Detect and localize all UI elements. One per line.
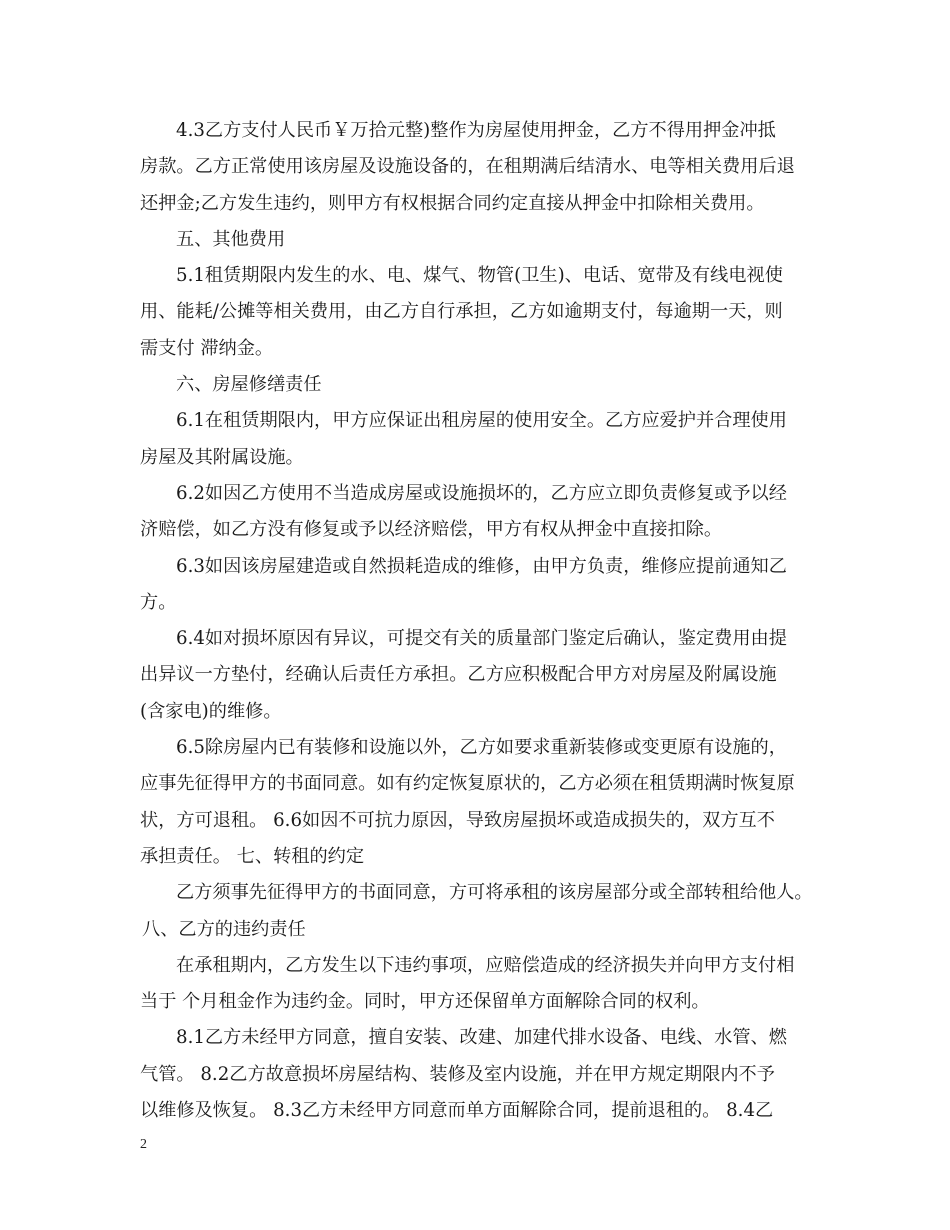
text-line: 6.2如因乙方使用不当造成房屋或设施损坏的，乙方应立即负责修复或予以经 [176, 482, 787, 504]
text-line: 6.4如对损坏原因有异议，可提交有关的质量部门鉴定后确认，鉴定费用由提 [176, 628, 787, 650]
text-line: 需支付 滞纳金。 [140, 337, 274, 359]
text-line: 房款。乙方正常使用该房屋及设施设备的，在租期满后结清水、电等相关费用后退 [140, 156, 795, 178]
page-number: 2 [140, 1137, 147, 1152]
text-line: 承担责任。 七、转租的约定 [140, 845, 365, 867]
text-line: 房屋及其附属设施。 [140, 446, 304, 468]
text-line: 6.3如因该房屋建造或自然损耗造成的维修，由甲方负责，维修应提前通知乙 [176, 555, 787, 577]
text-line: 方。 [140, 591, 177, 613]
document-body [140, 113, 830, 1129]
text-line: 气管。 8.2乙方故意损坏房屋结构、装修及室内设施，并在甲方规定期限内不予 [140, 1063, 775, 1085]
text-line: (含家电)的维修。 [140, 700, 282, 722]
section-heading: 五、其他费用 [176, 228, 286, 250]
section-heading: 八、乙方的违约责任 [142, 918, 306, 940]
text-line: 6.5除房屋内已有装修和设施以外，乙方如要求重新装修或变更原有设施的， [176, 737, 787, 759]
text-line: 4.3乙方支付人民币￥万拾元整)整作为房屋使用押金，乙方不得用押金冲抵 [176, 120, 776, 141]
text-line: 应事先征得甲方的书面同意。如有约定恢复原状的，乙方必须在租赁期满时恢复原 [140, 773, 795, 795]
text-line: 用、能耗/公摊等相关费用，由乙方自行承担，乙方如逾期支付，每逾期一天，则 [140, 301, 783, 323]
text-line: 出异议一方垫付，经确认后责任方承担。乙方应积极配合甲方对房屋及附属设施 [140, 664, 777, 686]
text-line: 8.1乙方未经甲方同意，擅自安装、改建、加建代排水设备、电线、水管、燃 [176, 1027, 787, 1049]
text-line: 5.1租赁期限内发生的水、电、煤气、物管(卫生)、电话、宽带及有线电视使 [176, 265, 783, 287]
text-line: 乙方须事先征得甲方的书面同意，方可将承租的该房屋部分或全部转租给他人。 [176, 882, 813, 904]
text-line: 以维修及恢复。 8.3乙方未经甲方同意而单方面解除合同，提前退租的。 8.4乙 [140, 1100, 774, 1122]
section-heading: 六、房屋修缮责任 [176, 374, 322, 396]
text-line: 当于 个月租金作为违约金。同时，甲方还保留单方面解除合同的权利。 [140, 991, 710, 1013]
text-line: 济赔偿，如乙方没有修复或予以经济赔偿，甲方有权从押金中直接扣除。 [140, 519, 723, 541]
text-line: 6.1在租赁期限内，甲方应保证出租房屋的使用安全。乙方应爱护并合理使用 [176, 410, 787, 432]
text-line: 在承租期内，乙方发生以下违约事项，应赔偿造成的经济损失并向甲方支付相 [176, 954, 795, 976]
text-line: 还押金;乙方发生违约，则甲方有权根据合同约定直接从押金中扣除相关费用。 [140, 192, 765, 214]
text-line: 状，方可退租。 6.6如因不可抗力原因，导致房屋损坏或造成损失的，双方互不 [140, 809, 775, 831]
